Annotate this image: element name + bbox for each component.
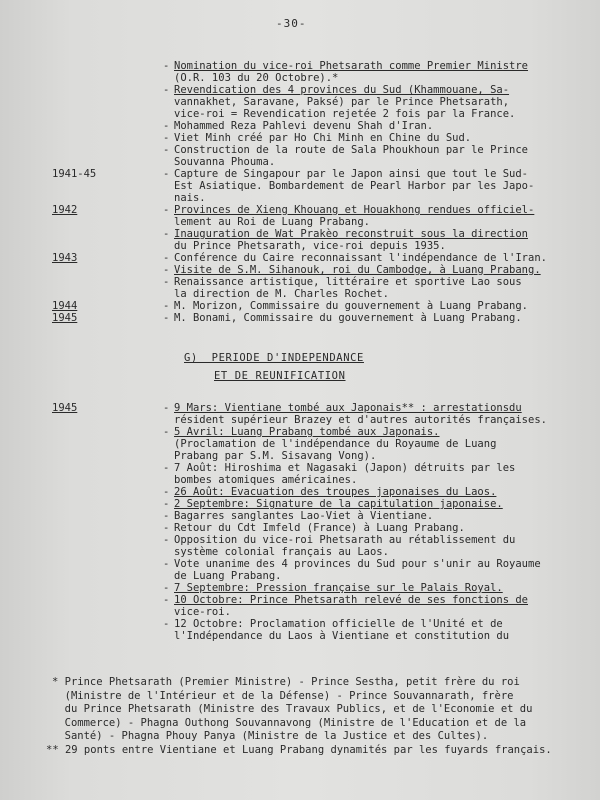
entry-text-line: Capture de Singapour par le Japon ainsi que tout le Sud- <box>174 168 529 180</box>
bullet-dash: - <box>163 60 170 72</box>
entry-year: 1941-45 <box>52 168 97 180</box>
bullet-dash: - <box>163 144 170 156</box>
entry-text-line: nais. <box>174 192 206 204</box>
bullet-dash: - <box>163 510 170 522</box>
bullet-dash: - <box>163 264 170 276</box>
entry-text-line: 10 Octobre: Prince Phetsarath relevé de ses fonctions de <box>174 594 529 606</box>
entry-text-line: Provinces de Xieng Khouang et Houakhong rendues officiel- <box>174 204 535 216</box>
entry-text-line: 9 Mars: Vientiane tombé aux Japonais** : arrestationsdu <box>174 402 522 414</box>
entry-text-line: Viet Minh créé par Ho Chi Minh en Chine du Sud. <box>174 132 472 144</box>
section-heading-line1: G) PERIODE D'INDEPENDANCE <box>184 352 364 364</box>
section-heading-line2: ET DE REUNIFICATION <box>214 370 346 382</box>
footnote-line: Commerce) - Phagna Outhong Souvannavong (Ministre de l'Education et de la <box>52 716 527 729</box>
bullet-dash: - <box>163 132 170 144</box>
entry-text-line: Revendication des 4 provinces du Sud (Khammouane, Sa- <box>174 84 510 96</box>
entry-text-line: Inauguration de Wat Prakèo reconstruit sous la direction <box>174 228 529 240</box>
entry-text-line: Conférence du Caire reconnaissant l'indépendance de l'Iran. <box>174 252 547 264</box>
bullet-dash: - <box>163 582 170 594</box>
entry-text-line: l'Indépendance du Laos à Vientiane et constitution du <box>174 630 510 642</box>
entry-text-line: système colonial français au Laos. <box>174 546 389 558</box>
entry-year: 1945 <box>52 402 78 414</box>
bullet-dash: - <box>163 558 170 570</box>
entry-text-line: lement au Roi de Luang Prabang. <box>174 216 370 228</box>
entry-text-line: (O.R. 103 du 20 Octobre).* <box>174 72 339 84</box>
entry-text-line: du Prince Phetsarath, vice-roi depuis 1935. <box>174 240 446 252</box>
bullet-dash: - <box>163 228 170 240</box>
footnote-line: du Prince Phetsarath (Ministre des Travaux Publics, et de l'Economie et du <box>52 703 533 716</box>
entry-year: 1944 <box>52 300 78 312</box>
entry-text-line: 7 Septembre: Pression française sur le Palais Royal. <box>174 582 503 594</box>
footnote-line: * Prince Phetsarath (Premier Ministre) - Prince Sestha, petit frère du roi <box>52 676 520 688</box>
entry-text-line: vice-roi = Revendication rejetée 2 fois par la France. <box>174 108 516 120</box>
entry-text-line: résident supérieur Brazey et d'autres autorités françaises. <box>174 414 547 426</box>
entry-text-line: bombes atomiques américaines. <box>174 474 358 486</box>
entry-year: 1942 <box>52 204 78 216</box>
bullet-dash: - <box>163 252 170 264</box>
entry-text-line: M. Morizon, Commissaire du gouvernement à Luang Prabang. <box>174 300 529 312</box>
entry-text-line: Prabang par S.M. Sisavang Vong). <box>174 450 377 462</box>
bullet-dash: - <box>163 276 170 288</box>
bullet-dash: - <box>163 486 170 498</box>
entry-year: 1943 <box>52 252 78 264</box>
entry-text-line: 5 Avril: Luang Prabang tombé aux Japonais. <box>174 426 440 438</box>
entry-text-line: Vote unanime des 4 provinces du Sud pour s'unir au Royaume <box>174 558 541 570</box>
entry-text-line: Nomination du vice-roi Phetsarath comme Premier Ministre <box>174 60 529 72</box>
entry-text-line: Souvanna Phouma. <box>174 156 276 168</box>
entry-text-line: M. Bonami, Commissaire du gouvernement à Luang Prabang. <box>174 312 522 324</box>
footnote-line: ** 29 ponts entre Vientiane et Luang Prabang dynamités par les fuyards français. <box>46 744 552 756</box>
footnote-line: Santé) - Phagna Phouy Panya (Ministre de la Justice et des Cultes). <box>52 730 489 743</box>
entry-text-line: vice-roi. <box>174 606 231 618</box>
bullet-dash: - <box>163 312 170 324</box>
bullet-dash: - <box>163 204 170 216</box>
entry-text-line: Est Asiatique. Bombardement de Pearl Harbor par les Japo- <box>174 180 535 192</box>
bullet-dash: - <box>163 534 170 546</box>
entry-text-line: (Proclamation de l'indépendance du Royaume de Luang <box>174 438 497 450</box>
entry-text-line: Construction de la route de Sala Phoukhoun par le Prince <box>174 144 529 156</box>
entry-text-line: 7 Août: Hiroshima et Nagasaki (Japon) détruits par les <box>174 462 516 474</box>
bullet-dash: - <box>163 84 170 96</box>
bullet-dash: - <box>163 618 170 630</box>
entry-text-line: Retour du Cdt Imfeld (France) à Luang Prabang. <box>174 522 465 534</box>
bullet-dash: - <box>163 168 170 180</box>
entry-text-line: Renaissance artistique, littéraire et sportive Lao sous <box>174 276 522 288</box>
entry-text-line: vannakhet, Saravane, Paksé) par le Prince Phetsarath, <box>174 96 510 108</box>
bullet-dash: - <box>163 462 170 474</box>
entry-text-line: de Luang Prabang. <box>174 570 282 582</box>
entry-text-line: Visite de S.M. Sihanouk, roi du Cambodge, à Luang Prabang. <box>174 264 541 276</box>
bullet-dash: - <box>163 300 170 312</box>
entry-year: 1945 <box>52 312 78 324</box>
bullet-dash: - <box>163 594 170 606</box>
entry-text-line: 2 Septembre: Signature de la capitulation japonaise. <box>174 498 503 510</box>
bullet-dash: - <box>163 498 170 510</box>
bullet-dash: - <box>163 522 170 534</box>
entry-text-line: la direction de M. Charles Rochet. <box>174 288 389 300</box>
bullet-dash: - <box>163 120 170 132</box>
bullet-dash: - <box>163 426 170 438</box>
entry-text-line: Mohammed Reza Pahlevi devenu Shah d'Iran. <box>174 120 434 132</box>
entry-text-line: 12 Octobre: Proclamation officielle de l'Unité et de <box>174 618 503 630</box>
entry-text-line: Opposition du vice-roi Phetsarath au rétablissement du <box>174 534 516 546</box>
entry-text-line: Bagarres sanglantes Lao-Viet à Vientiane. <box>174 510 434 522</box>
entry-text-line: 26 Août: Evacuation des troupes japonaises du Laos. <box>174 486 497 498</box>
footnote-line: (Ministre de l'Intérieur et de la Défense) - Prince Souvannarath, frère <box>52 689 514 702</box>
bullet-dash: - <box>163 402 170 414</box>
page-number: -30- <box>276 17 307 30</box>
